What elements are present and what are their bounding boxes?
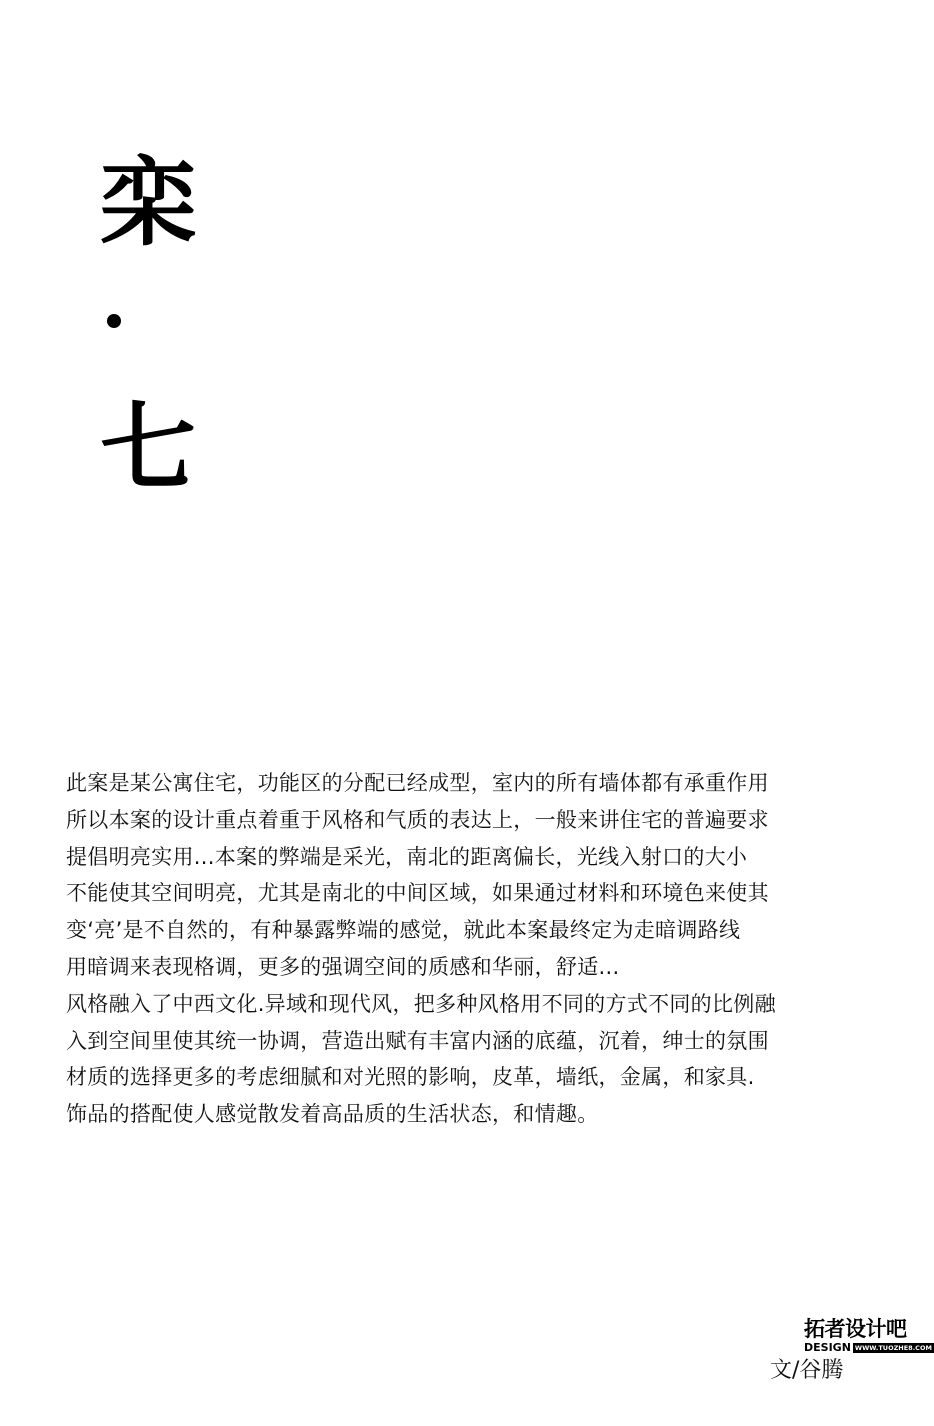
body-line-6: 用暗调来表现格调，更多的强调空间的质感和华丽，舒适... [66, 954, 620, 979]
logo-url-text: WWW.TUOZHE8.COM [854, 1343, 932, 1352]
body-line-1: 此案是某公寓住宅，功能区的分配已经成型，室内的所有墙体都有承重作用 [66, 771, 769, 795]
body-line-7: 风格融入了中西文化.异域和现代风，把多种风格用不同的方式不同的比例融 [66, 991, 776, 1016]
title-char-2: 七 [100, 391, 196, 504]
body-line-4: 不能使其空间明亮，尤其是南北的中间区域，如果通过材料和环境色来使其 [66, 881, 769, 906]
title-dot [107, 314, 121, 328]
title-char-1: 栾 [100, 146, 196, 259]
logo-subline [804, 1341, 932, 1354]
body-line-3: 提倡明亮实用...本案的弊端是采光，南北的距离偏长，光线入射口的大小 [66, 844, 748, 869]
body-line-5: 变‘亮’是不自然的，有种暴露弊端的感觉，就此本案最终定为走暗调路线 [66, 918, 741, 943]
body-text [66, 765, 896, 1133]
logo-main-text: 拓者设计吧 [804, 1317, 907, 1341]
watermark-logo [804, 1317, 932, 1358]
body-line-10: 饰品的搭配使人感觉散发着高品质的生活状态，和情趣。 [66, 1102, 599, 1127]
body-line-2: 所以本案的设计重点着重于风格和气质的表达上，一般来讲住宅的普遍要求 [66, 807, 769, 832]
logo-design-text: DESIGN [804, 1341, 851, 1354]
title-block [100, 146, 240, 505]
body-line-9: 材质的选择更多的考虑细腻和对光照的影响，皮革，墙纸，金属，和家具. [66, 1065, 755, 1090]
author-credit: 文/谷腾 [770, 1358, 844, 1383]
body-line-8: 入到空间里使其统一协调，营造出赋有丰富内涵的底蕴，沉着，绅士的氛围 [66, 1028, 769, 1053]
